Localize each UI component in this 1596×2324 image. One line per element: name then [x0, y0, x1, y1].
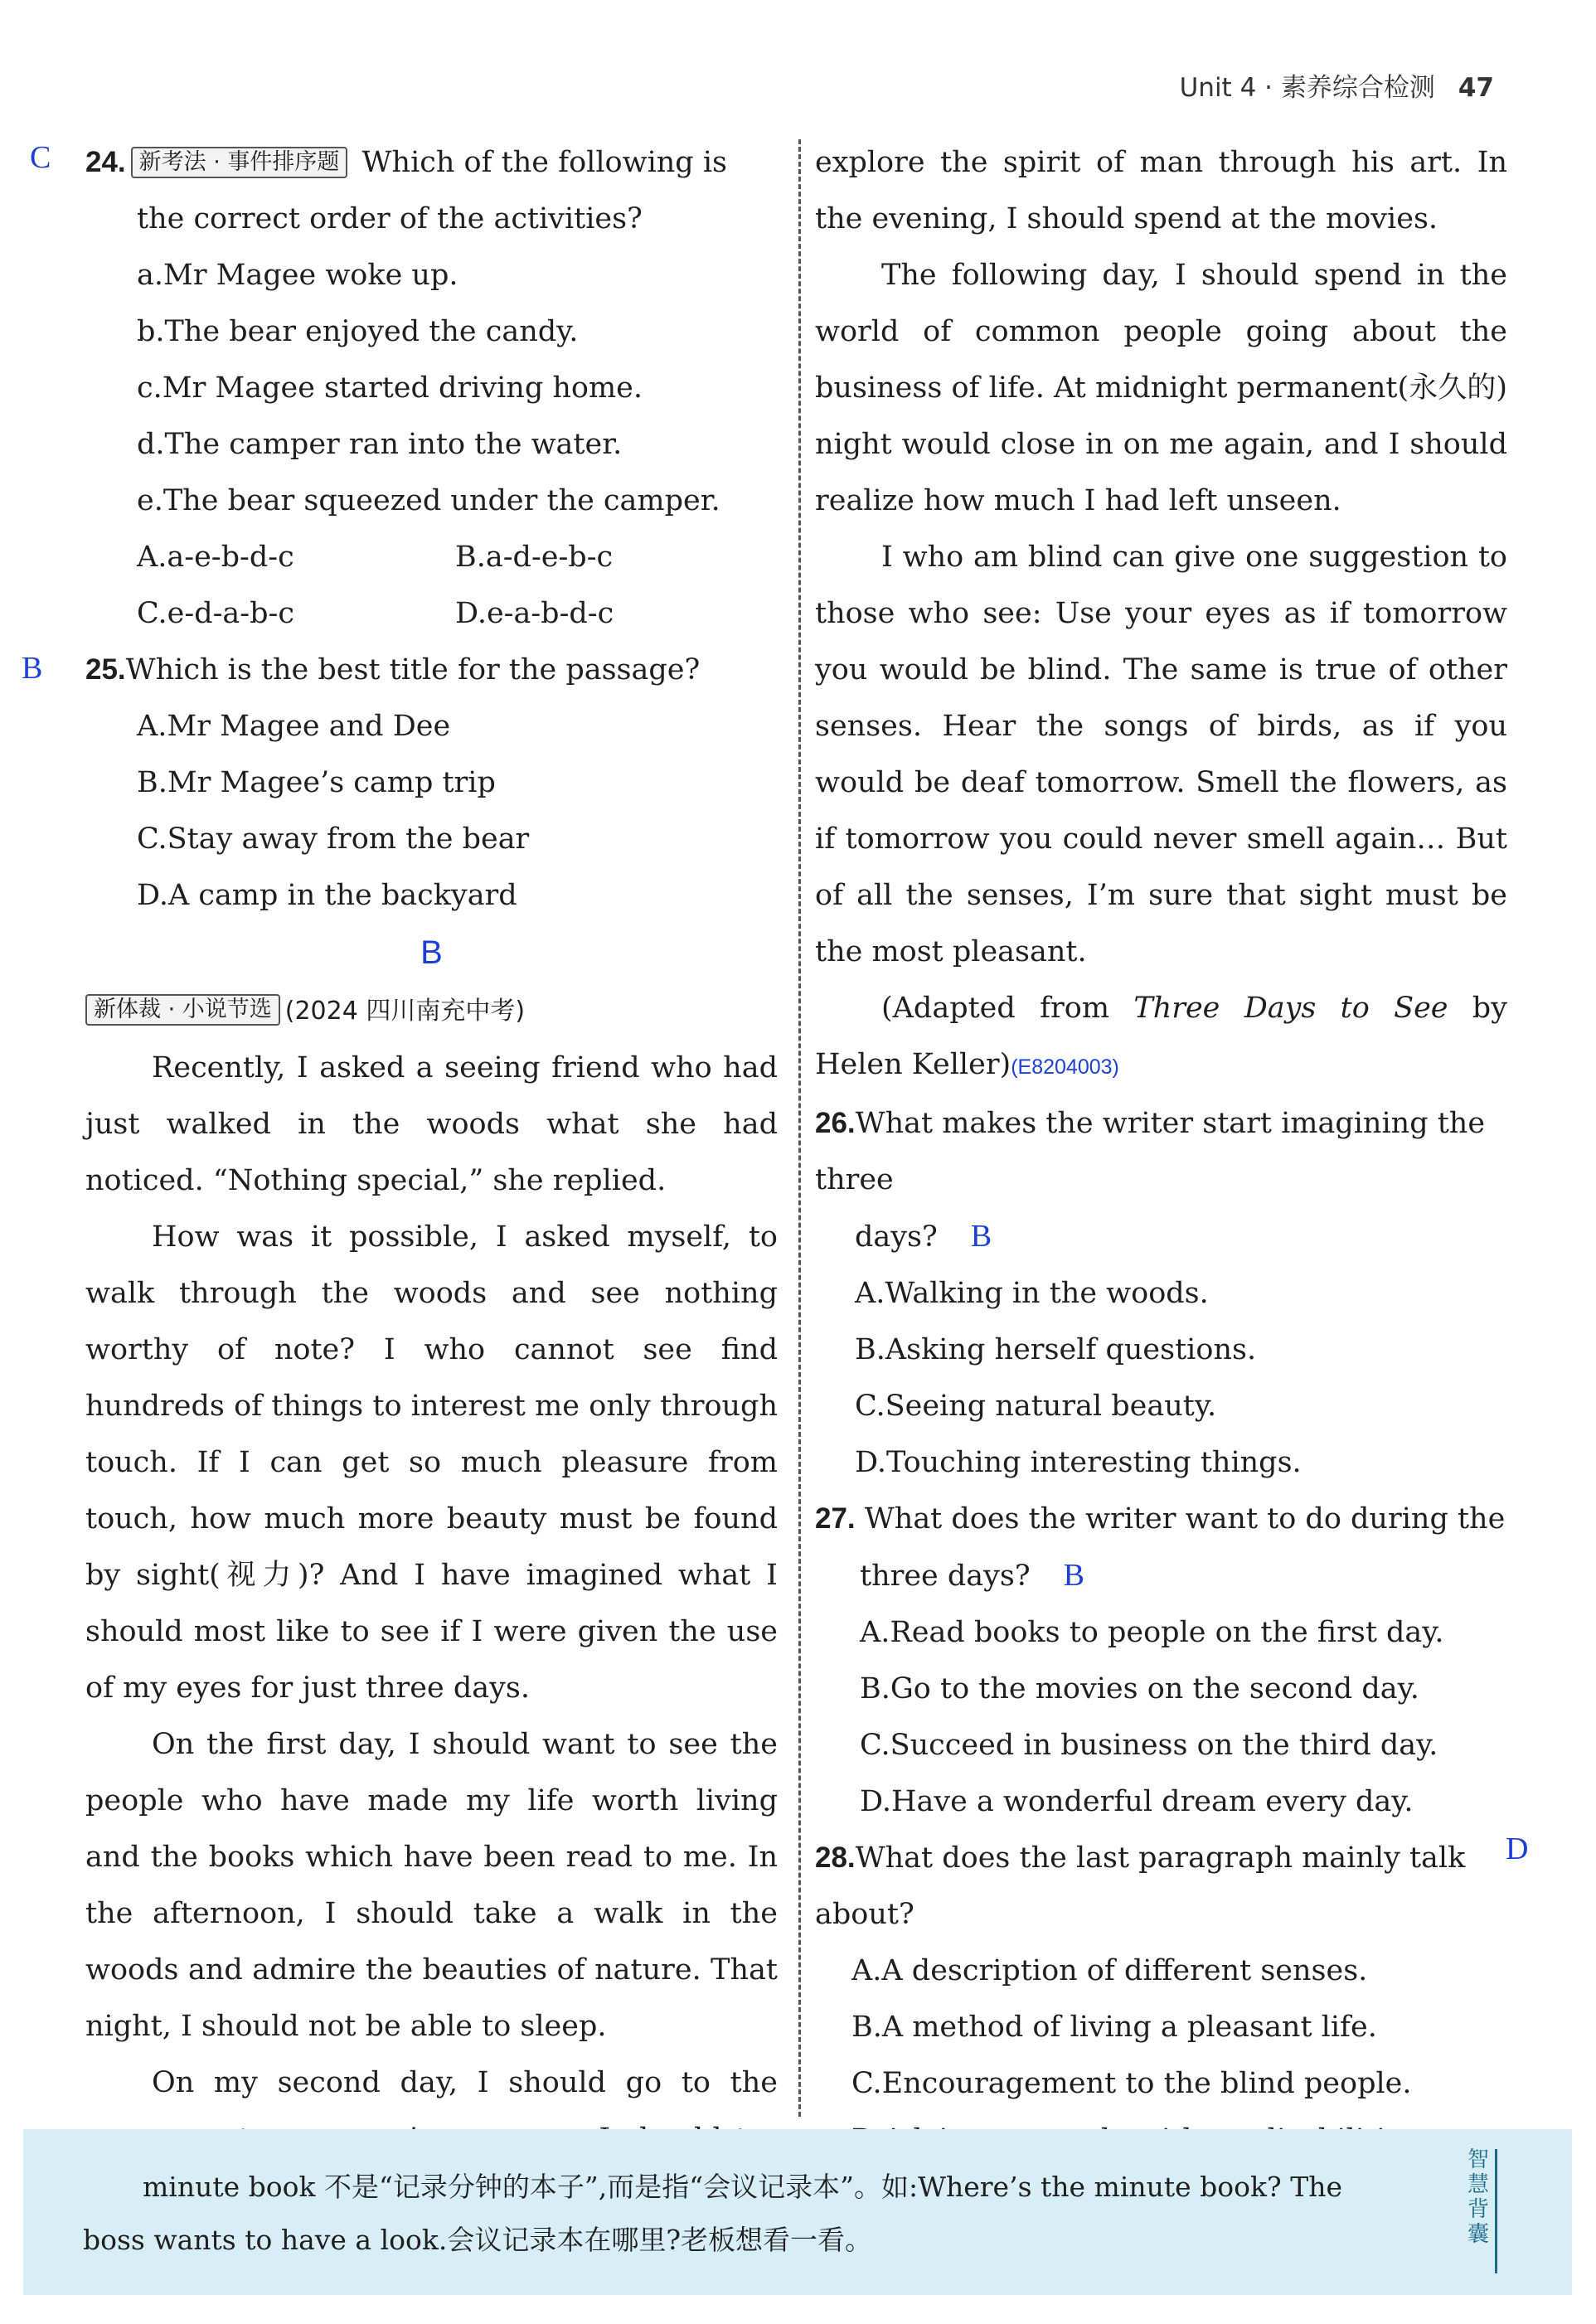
answer-q24: C — [30, 140, 51, 175]
passage-paragraph-2: How was it possible, I asked myself, to walk through the woods and see nothing worthy of note? I who cannot see find hundreds of things to interest me only through touch. If I can get so much pleasure from touch, how much more beauty must be found by sight(视力)? And I have imagined what I should most like to see if I were given the use of my eyes for just three days. — [85, 1220, 778, 1705]
q24-number: 24. — [85, 146, 126, 178]
q24-options-row-2 — [85, 585, 778, 642]
q24-option-d: D.e-a-b-d-c — [455, 597, 614, 630]
passage-paragraph-4: On my second day, I should go to the — [152, 2066, 778, 2099]
section-label: B — [420, 934, 443, 971]
passage-paragraph-6: I who am blind can give one suggestion to those who see: Use your eyes as if tomorrow you would be blind. The same is true of other senses. Hear the songs of birds, as if you would be deaf tomorrow. Smell the flowers, as if tomorrow you could never smell again… But of all the senses, I’m sure that sight must be the most pleasant. — [815, 541, 1507, 968]
q28-option-b: B.A method of living a pleasant life. — [851, 2011, 1377, 2044]
q25-number: 25. — [85, 653, 126, 686]
question-24 — [85, 134, 778, 642]
tip-label: 智慧背囊 — [1467, 2147, 1489, 2247]
q24-option-c: C.e-d-a-b-c — [137, 597, 294, 630]
q28-number: 28. — [815, 1841, 856, 1874]
q26-option-c: C.Seeing natural beauty. — [855, 1390, 1217, 1423]
q27-option-b: B.Go to the movies on the second day. — [860, 1672, 1419, 1705]
q24-item-e: e.The bear squeezed under the camper. — [137, 484, 720, 517]
attribution-suffix: by Helen Keller) — [815, 992, 1507, 1081]
q27-option-d: D.Have a wonderful dream every day. — [860, 1785, 1414, 1818]
q28-stem: What does the last paragraph mainly talk about? — [815, 1841, 1466, 1931]
q28-option-c: C.Encouragement to the blind people. — [851, 2067, 1412, 2100]
attribution-prefix: (Adapted from — [881, 992, 1134, 1025]
q26-option-a: A.Walking in the woods. — [855, 1277, 1209, 1310]
q26-stem-2-line — [815, 1208, 1507, 1265]
q24-item-a: a.Mr Magee woke up. — [137, 259, 458, 292]
passage-paragraph-5: The following day, I should spend in the world of common people going about the business of life. At midnight permanent(永久的) night would close in on me again, and I should realize how much I had left unseen. — [815, 259, 1507, 517]
q27-number: 27. — [815, 1502, 856, 1535]
page-number: 47 — [1458, 73, 1494, 103]
q25-option-b: B.Mr Magee’s camp trip — [137, 766, 496, 799]
q27-option-a: A.Read books to people on the first day. — [860, 1616, 1444, 1649]
q26-number: 26. — [815, 1107, 856, 1139]
question-28 — [815, 1830, 1507, 2168]
attribution-title: Three Days to See — [1133, 992, 1448, 1025]
page-header — [1180, 73, 1494, 104]
answer-q25: B — [22, 651, 43, 686]
passage-paragraph-1: Recently, I asked a seeing friend who had just walked in the woods what she had noticed. “Nothing special,” she replied. — [85, 1051, 778, 1197]
passage-code: (E8204003) — [1011, 1055, 1119, 1079]
q28-option-a: A.A description of different senses. — [851, 1954, 1368, 1987]
q27-stem-2-line — [815, 1547, 1507, 1604]
passage-source: (2024 四川南充中考) — [284, 997, 526, 1026]
q24-option-a: A.a-e-b-d-c — [137, 541, 294, 574]
q25-option-c: C.Stay away from the bear — [137, 822, 530, 856]
q25-option-a: A.Mr Magee and Dee — [137, 710, 451, 743]
passage-paragraph-3: On the first day, I should want to see the people who have made my life worth living and the books which have been read to me. In the afternoon, I should take a walk in the woods and admire the beauties of nature. That night, I should not be able to sleep. — [85, 1728, 778, 2043]
q26-option-d: D.Touching interesting things. — [855, 1446, 1302, 1479]
question-27 — [815, 1491, 1507, 1830]
q24-tag: 新考法 · 事件排序题 — [131, 147, 348, 178]
passage-attribution — [815, 980, 1507, 1095]
genre-tag: 新体裁 · 小说节选 — [85, 994, 280, 1026]
passage-source-line — [85, 982, 778, 1040]
q25-option-d: D.A camp in the backyard — [137, 879, 517, 912]
q26-stem-1: What makes the writer start imagining the three — [815, 1107, 1486, 1196]
question-26 — [815, 1095, 1507, 1491]
tip-box — [23, 2129, 1572, 2295]
tip-line-1: minute book 不是“记录分钟的本子”,而是指“会议记录本”。如:Where’s the minute book? The — [143, 2171, 1342, 2203]
q26-option-b: B.Asking herself questions. — [855, 1333, 1257, 1366]
q24-item-b: b.The bear enjoyed the candy. — [137, 315, 579, 348]
passage-paragraph-4-cont: explore the spirit of man through his art. In the evening, I should spend at the movies. — [815, 146, 1507, 235]
left-column — [85, 134, 778, 2224]
right-column — [815, 134, 1507, 2168]
q24-option-b: B.a-d-e-b-c — [455, 541, 614, 574]
q27-stem-2: three days? — [860, 1560, 1031, 1593]
answer-q27: B — [1063, 1558, 1085, 1593]
q27-option-c: C.Succeed in business on the third day. — [860, 1729, 1438, 1762]
q27-stem-1: What does the writer want to do during the — [864, 1502, 1506, 1536]
q24-stem-1: Which of the following is — [361, 146, 727, 179]
answer-q28: D — [1506, 1832, 1529, 1866]
question-25 — [85, 642, 778, 924]
q25-stem: Which is the best title for the passage? — [125, 653, 701, 687]
q24-item-d: d.The camper ran into the water. — [137, 428, 623, 461]
q24-options-row-1 — [85, 529, 778, 585]
q24-item-c: c.Mr Magee started driving home. — [137, 371, 643, 405]
answer-q26: B — [970, 1219, 992, 1254]
q26-stem-2: days? — [855, 1220, 938, 1254]
q24-stem-2: the correct order of the activities? — [137, 202, 643, 235]
tip-line-2: boss wants to have a look.会议记录本在哪里?老板想看一看。 — [83, 2224, 873, 2256]
column-divider — [798, 139, 801, 2117]
header-title: Unit 4 · 素养综合检测 — [1179, 73, 1435, 103]
tip-label-bar — [1495, 2149, 1497, 2273]
tip-text — [83, 2161, 1434, 2267]
